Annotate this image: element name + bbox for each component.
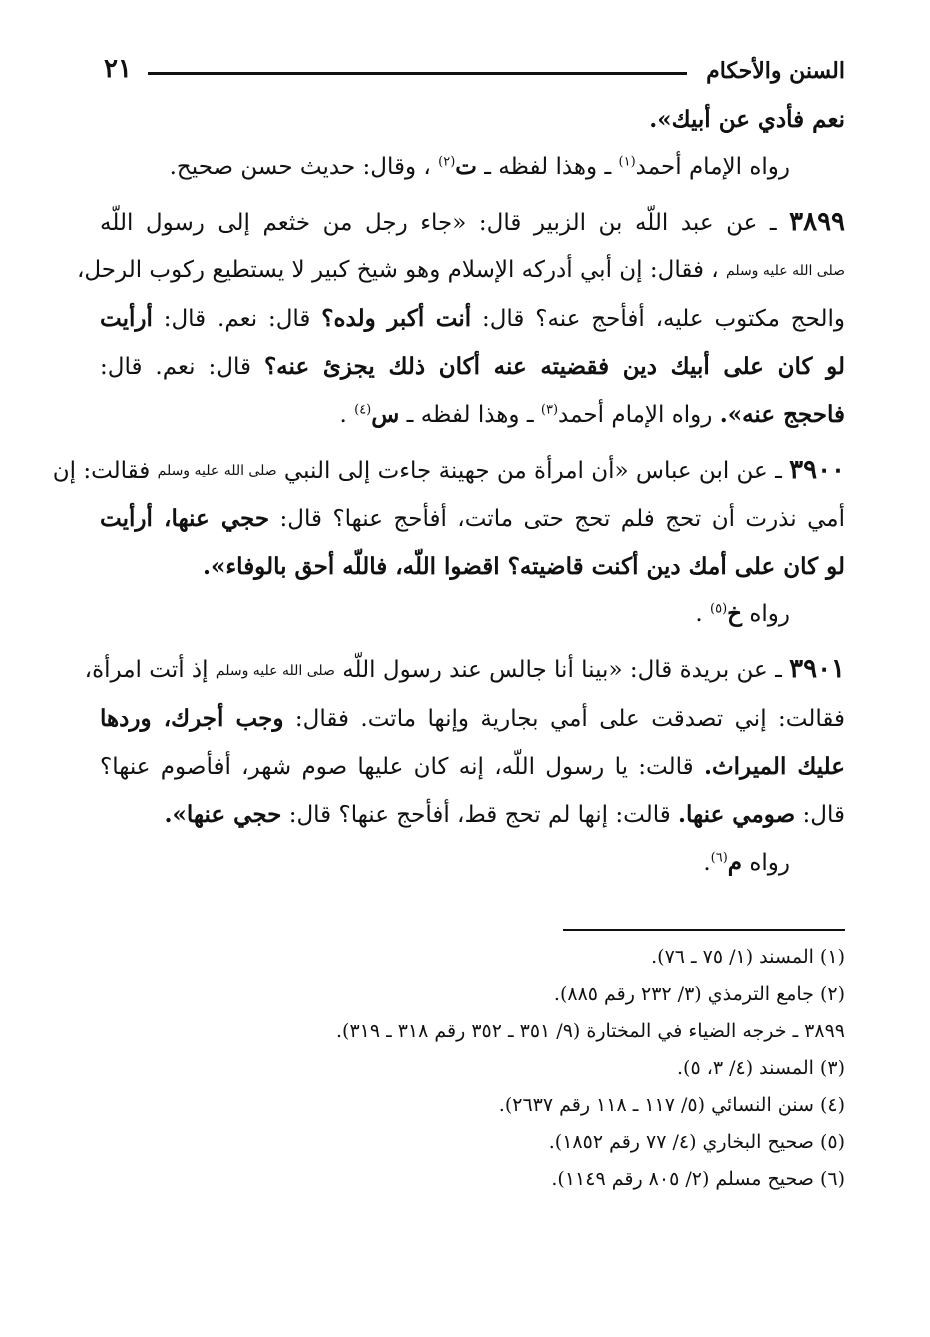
footnote-ref: (٥) [710, 601, 728, 617]
footnote: (٦) صحيح مسلم (٢/ ٨٠٥ رقم ١١٤٩). [551, 1167, 845, 1190]
running-header [100, 52, 845, 96]
continuation-block [100, 96, 845, 191]
hadith-3900 [52, 447, 845, 639]
hadith-line: والحج مكتوب عليه، أفأحج عنه؟ قال: أنت أكبر ولده؟ قال: نعم. قال: أرأيت [100, 304, 845, 332]
source-code: خ [727, 600, 743, 627]
source-code: ت [455, 153, 477, 180]
running-title: السنن والأحكام [706, 58, 845, 84]
footnote-ref: (٢) [438, 154, 456, 170]
salla-glyph: صلى الله عليه وسلم [157, 463, 277, 479]
footnote: (٢) جامع الترمذي (٣/ ٢٣٢ رقم ٨٨٥). [553, 982, 845, 1005]
source-code: م [727, 848, 743, 876]
book-page [52, 52, 846, 1198]
footnote: (٥) صحيح البخاري (٤/ ٧٧ رقم ١٨٥٢). [548, 1130, 845, 1153]
hadith-line: لو كان على أمك دين أكنت قاضيته؟ اقضوا اللّه، فاللّه أحق بالوفاء». [202, 553, 845, 580]
footnote-divider [563, 929, 845, 931]
footnote-ref: (٦) [710, 849, 728, 865]
footnote: (٤) سنن النسائي (٥/ ١١٧ ـ ١١٨ رقم ٢٦٣٧). [498, 1093, 845, 1116]
hadith-line: فقالت: إني تصدقت على أمي بجارية وإنها ماتت. فقال: وجب أجرك، وردها [100, 704, 846, 732]
hadith-line: صلى الله عليه وسلم ، فقال: إن أبي أدركه الإسلام وهو شيخ كبير لا يستطيع ركوب الرحل، [100, 247, 845, 295]
hadith-line: لو كان على أبيك دين فقضيته عنه أكان ذلك يجزئ عنه؟ قال: نعم. قال: [100, 352, 845, 380]
footnote: ٣٨٩٩ ـ خرجه الضياء في المختارة (٩/ ٣٥١ ـ ٣٥٢ رقم ٣١٨ ـ ٣١٩). [335, 1019, 845, 1042]
hadith-line: ٣٨٩٩ ـ عن عبد اللّه بن الزبير قال: «جاء رجل من خثعم إلى رسول اللّه [100, 207, 845, 237]
hadith-3899 [76, 199, 845, 439]
footnote: (٣) المسند (٤/ ٣، ٥). [677, 1056, 845, 1079]
footnote-ref: (١) [618, 154, 636, 170]
footnotes [100, 939, 845, 1198]
hadith-number: ٣٩٠١ [789, 654, 845, 684]
salla-glyph: صلى الله عليه وسلم [215, 662, 335, 679]
hadith-line: ٣٩٠٠ ـ عن ابن عباس «أن امرأة من جهينة جاءت إلى النبي صلى الله عليه وسلم فقالت: إن [100, 447, 845, 496]
footnote-ref: (٤) [354, 401, 372, 417]
hadith-line: فاحجج عنه». رواه الإمام أحمد$^{(٣)}$ ـ وهذا لفظه ـ س$^{(٤)}$ . [339, 400, 845, 428]
hadith-number: ٣٨٩٩ [789, 207, 845, 237]
page-number: ٢١ [104, 54, 132, 84]
main-text [52, 96, 846, 887]
hadith-line: قال: صومي عنها. قالت: إنها لم تحج قط، أفأحج عنها؟ قال: حجي عنها». [164, 800, 845, 828]
salla-glyph: صلى الله عليه وسلم [726, 262, 845, 279]
footnote: (١) المسند (١/ ٧٥ ـ ٧٦). [651, 945, 845, 968]
continuation-line: نعم فأدي عن أبيك». [649, 106, 845, 133]
hadith-source: رواه خ$^{(٥)}$ . [695, 600, 790, 627]
footnote-ref: (٣) [540, 401, 559, 417]
hadith-3901 [84, 646, 846, 887]
hadith-number: ٣٩٠٠ [789, 454, 845, 485]
header-rule [148, 72, 687, 75]
hadith-source: رواه م$^{(٦)}$. [703, 848, 790, 876]
hadith-line: عليك الميراث. قالت: يا رسول اللّه، إنه كان عليها صوم شهر، أفأصوم عنها؟ [100, 752, 845, 780]
continuation-source: رواه الإمام أحمد$^{(١)}$ ـ وهذا لفظه ـ ت$^{(٢)}$ ، وقال: حديث حسن صحيح. [169, 153, 790, 180]
hadith-line: ٣٩٠١ ـ عن بريدة قال: «بينا أنا جالس عند رسول اللّه صلى الله عليه وسلم إذ أتت امرأة، [100, 646, 845, 695]
source-code: س [371, 400, 400, 428]
hadith-line: أمي نذرت أن تحج فلم تحج حتى ماتت، أفأحج عنها؟ قال: حجي عنها، أرأيت [100, 505, 845, 532]
